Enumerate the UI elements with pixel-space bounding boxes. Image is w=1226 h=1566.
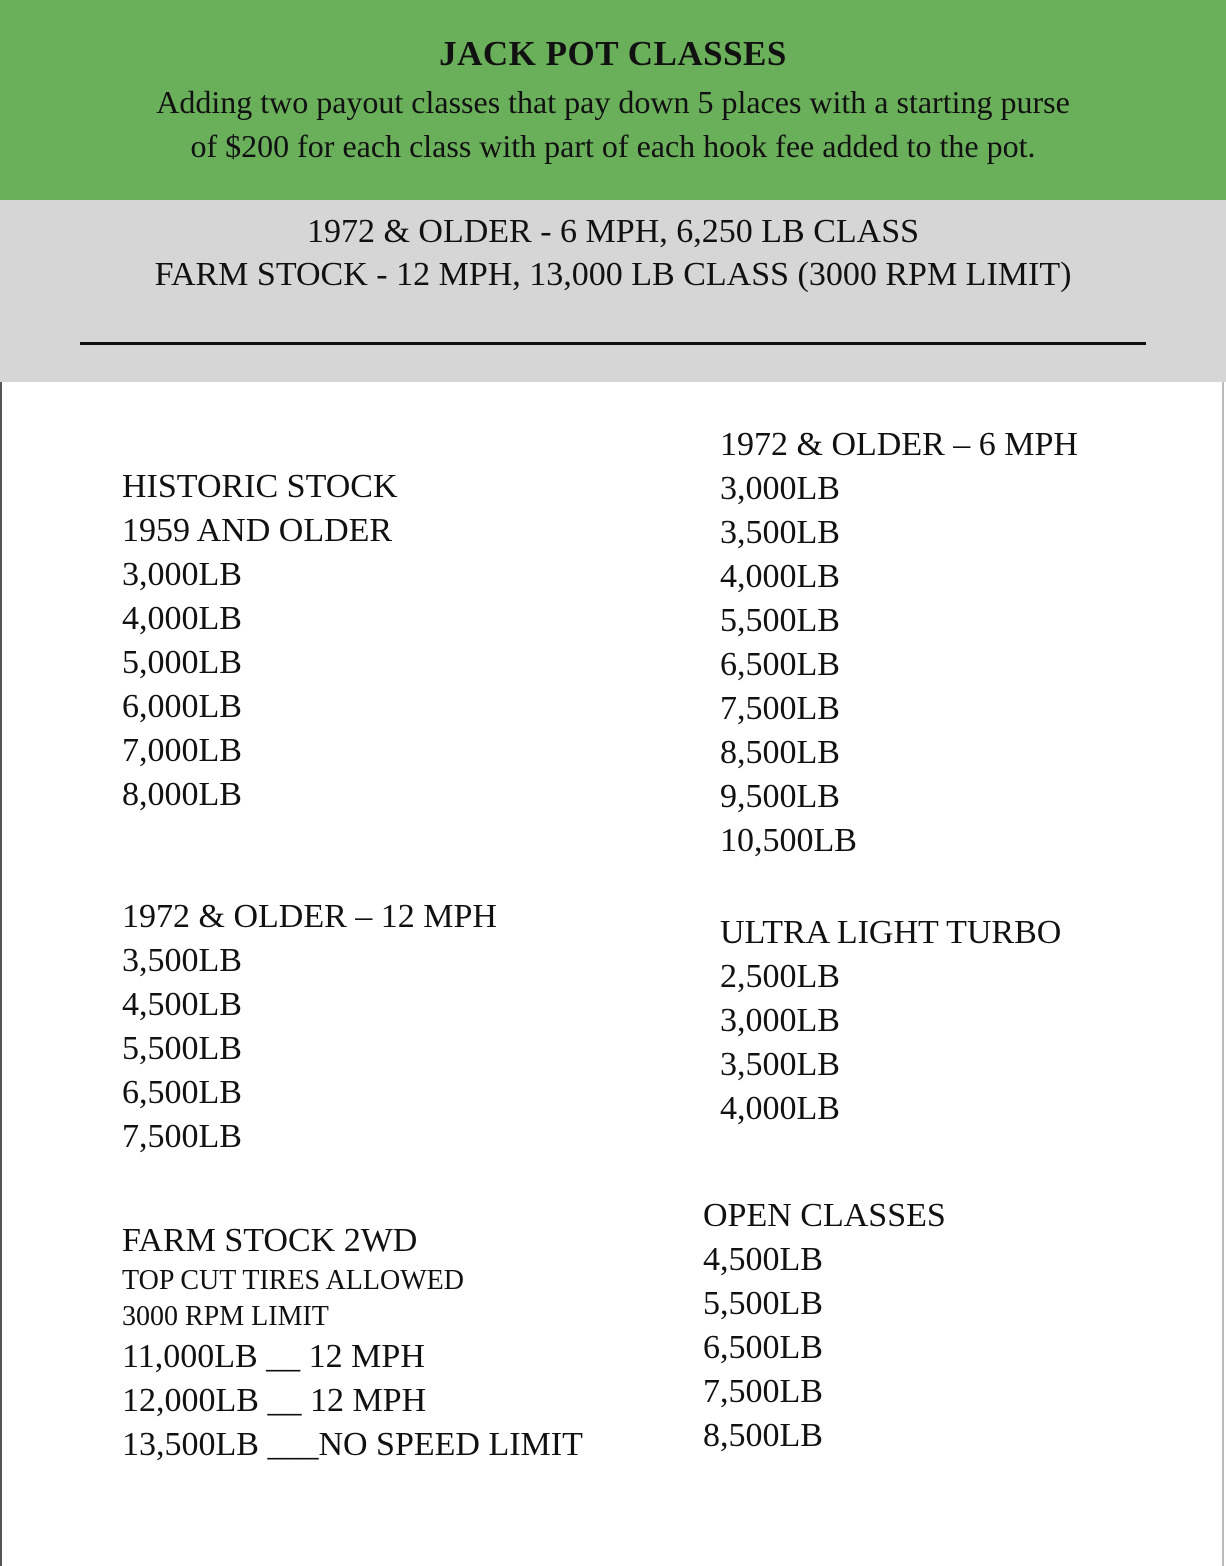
weight-class: 3,500LB: [720, 1046, 840, 1083]
weight-class: 8,500LB: [703, 1417, 823, 1454]
section-title: 1972 & OLDER – 6 MPH: [720, 426, 1078, 463]
weight-class: 6,500LB: [720, 646, 840, 683]
ultra-light-turbo-section: [720, 911, 1061, 1131]
weight-class: 8,000LB: [122, 776, 242, 813]
weight-class: 7,500LB: [703, 1373, 823, 1410]
section-title: ULTRA LIGHT TURBO: [720, 914, 1062, 951]
section-title: OPEN CLASSES: [703, 1197, 946, 1234]
weight-class: 5,500LB: [703, 1285, 823, 1322]
jackpot-header: [0, 0, 1226, 200]
weight-class: 4,500LB: [122, 986, 242, 1023]
weight-class: 4,500LB: [703, 1241, 823, 1278]
farm-stock-row: 12,000LB __ 12 MPH: [122, 1382, 427, 1419]
weight-class: 5,500LB: [720, 602, 840, 639]
section-title: HISTORIC STOCK: [122, 468, 398, 505]
weight-class: 6,500LB: [122, 1074, 242, 1111]
weight-class: 4,000LB: [720, 1090, 840, 1127]
jackpot-classes-band: [0, 200, 1226, 382]
weight-class: 7,000LB: [122, 732, 242, 769]
page-title: JACK POT CLASSES: [439, 34, 787, 73]
weight-class: 7,500LB: [122, 1118, 242, 1155]
jackpot-description: [60, 80, 1166, 168]
section-title: 1972 & OLDER – 12 MPH: [122, 898, 497, 935]
weight-class: 8,500LB: [720, 734, 840, 771]
weight-class: 7,500LB: [720, 690, 840, 727]
description-line: of $200 for each class with part of each hook fee added to the pot.: [190, 128, 1036, 164]
weight-class: 6,500LB: [703, 1329, 823, 1366]
jackpot-class-line: FARM STOCK - 12 MPH, 13,000 LB CLASS (3000 RPM LIMIT): [154, 256, 1072, 293]
weight-class: 6,000LB: [122, 688, 242, 725]
weight-class: 4,000LB: [720, 558, 840, 595]
weight-class: 5,500LB: [122, 1030, 242, 1067]
section-note: TOP CUT TIRES ALLOWED: [122, 1265, 464, 1296]
section-note: 3000 RPM LIMIT: [122, 1301, 329, 1332]
older-12mph-section: [122, 895, 497, 1159]
weight-class: 5,000LB: [122, 644, 242, 681]
description-line: Adding two payout classes that pay down 5 places with a starting purse: [156, 84, 1070, 120]
farm-stock-section: [122, 1219, 583, 1467]
weight-class: 3,500LB: [122, 942, 242, 979]
historic-stock-section: [122, 465, 398, 817]
jackpot-class-line: 1972 & OLDER - 6 MPH, 6,250 LB CLASS: [306, 213, 920, 250]
farm-stock-row: 13,500LB ___NO SPEED LIMIT: [122, 1426, 583, 1463]
section-subtitle: 1959 AND OLDER: [122, 512, 393, 549]
weight-class: 3,000LB: [122, 556, 242, 593]
weight-class: 4,000LB: [122, 600, 242, 637]
older-6mph-section: [720, 423, 1078, 863]
weight-class: 9,500LB: [720, 778, 840, 815]
weight-class: 3,500LB: [720, 514, 840, 551]
weight-class: 3,000LB: [720, 470, 840, 507]
divider-rule: [80, 342, 1146, 345]
section-title: FARM STOCK 2WD: [122, 1222, 418, 1259]
weight-class: 10,500LB: [720, 822, 857, 859]
open-classes-section: [703, 1194, 946, 1458]
farm-stock-row: 11,000LB __ 12 MPH: [122, 1338, 425, 1375]
weight-class: 2,500LB: [720, 958, 840, 995]
weight-class: 3,000LB: [720, 1002, 840, 1039]
